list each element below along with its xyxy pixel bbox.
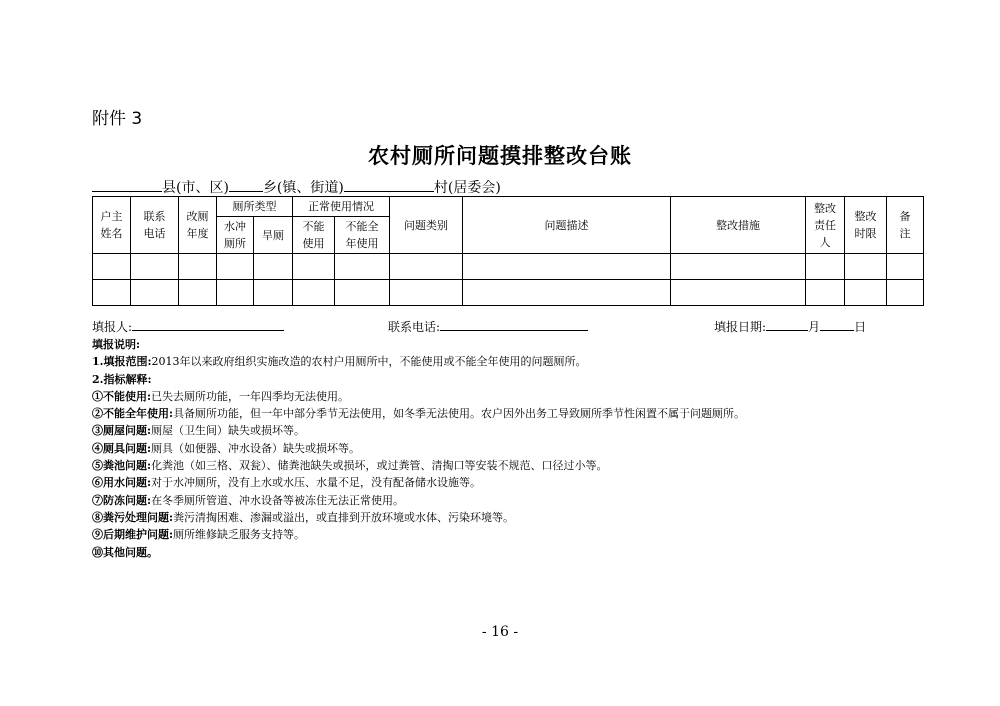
table-cell[interactable]: [217, 280, 254, 306]
indicator-heading: 2.指标解释:: [92, 372, 152, 386]
table-cell[interactable]: [93, 280, 131, 306]
township-label: 乡(镇、街道): [262, 180, 344, 196]
table-cell[interactable]: [293, 280, 335, 306]
header-unusable: 不能 使用: [293, 217, 335, 254]
township-blank: [229, 177, 263, 192]
address-line: [92, 177, 501, 197]
table-row: [93, 280, 924, 306]
table-cell[interactable]: [254, 254, 293, 280]
note-item: ③厕屋问题:厕屋（卫生间）缺失或损坏等。: [92, 424, 306, 438]
scope-line: 1.填报范围:2013年以来政府组织实施改造的农村户用厕所中，不能使用或不能全年使用的问题厕所。: [92, 355, 587, 369]
day-label: 日: [854, 320, 867, 334]
phone-label: 联系电话:: [388, 320, 441, 334]
table-cell[interactable]: [806, 280, 845, 306]
header-deadline: 整改 时限: [845, 197, 887, 254]
header-contact-phone: 联系 电话: [131, 197, 179, 254]
table-cell[interactable]: [887, 280, 924, 306]
header-usage-status: 正常使用情况: [293, 197, 390, 217]
note-item: ⑥用水问题:对于水冲厕所，没有上水或水压、水量不足，没有配备储水设施等。: [92, 476, 482, 490]
header-measures: 整改措施: [671, 197, 806, 254]
month-blank[interactable]: [766, 316, 808, 331]
county-label: 县(市、区): [162, 180, 229, 196]
date-label: 填报日期:: [714, 320, 767, 334]
note-item: ⑩其他问题。: [92, 545, 158, 559]
filler-label: 填报人:: [92, 320, 133, 334]
date-field: [714, 316, 866, 335]
note-item: ⑧粪污处理问题:粪污清掏困难、渗漏或溢出，或直排到开放环境或水体、污染环境等。: [92, 510, 515, 524]
header-not-year-round: 不能全 年使用: [335, 217, 390, 254]
note-item: ④厕具问题:厕具（如便器、冲水设备）缺失或损坏等。: [92, 441, 361, 455]
month-label: 月: [808, 320, 821, 334]
table-cell[interactable]: [93, 254, 131, 280]
header-responsible-person: 整改 责任 人: [806, 197, 845, 254]
table-cell[interactable]: [335, 254, 390, 280]
table-cell[interactable]: [671, 254, 806, 280]
village-label: 村(居委会): [433, 180, 501, 196]
table-cell[interactable]: [217, 254, 254, 280]
table-cell[interactable]: [131, 280, 179, 306]
table-cell[interactable]: [806, 254, 845, 280]
header-flush-toilet: 水冲 厕所: [217, 217, 254, 254]
table-cell[interactable]: [845, 254, 887, 280]
phone-blank[interactable]: [440, 316, 588, 331]
table-cell[interactable]: [463, 254, 671, 280]
table-cell[interactable]: [179, 280, 217, 306]
header-problem-description: 问题描述: [463, 197, 671, 254]
table-cell[interactable]: [293, 254, 335, 280]
ledger-table: [92, 196, 924, 306]
table-cell[interactable]: [179, 254, 217, 280]
table-cell[interactable]: [463, 280, 671, 306]
table-cell[interactable]: [131, 254, 179, 280]
table-row: [93, 254, 924, 280]
page-number: - 16 -: [481, 624, 519, 640]
filler-blank[interactable]: [132, 316, 284, 331]
note-item: ⑨后期维护问题:厕所维修缺乏服务支持等。: [92, 528, 306, 542]
notes-heading: 填报说明:: [92, 338, 141, 351]
table-cell[interactable]: [671, 280, 806, 306]
header-problem-category: 问题类别: [390, 197, 463, 254]
filling-instructions: [92, 336, 745, 561]
table-cell[interactable]: [845, 280, 887, 306]
table-cell[interactable]: [335, 280, 390, 306]
filler-field: [92, 316, 284, 335]
table-cell[interactable]: [254, 280, 293, 306]
table-cell[interactable]: [390, 254, 463, 280]
phone-field: [388, 316, 588, 335]
attachment-label: 附件 3: [92, 109, 143, 129]
village-blank: [344, 177, 434, 192]
header-toilet-type: 厕所类型: [217, 197, 293, 217]
note-item: ②不能全年使用:具备厕所功能，但一年中部分季节无法使用，如冬季无法使用。农户因外出务工导致厕所季节性闲置不属于问题厕所。: [92, 407, 746, 421]
county-blank: [92, 177, 162, 192]
note-item: ①不能使用:已失去厕所功能，一年四季均无法使用。: [92, 389, 350, 403]
header-renovation-year: 改厕 年度: [179, 197, 217, 254]
day-blank[interactable]: [820, 316, 854, 331]
table-cell[interactable]: [887, 254, 924, 280]
table-cell[interactable]: [390, 280, 463, 306]
note-item: ⑤粪池问题:化粪池（如三格、双瓮）、储粪池缺失或损坏，或过粪管、清掏口等安装不规范、口径过小等。: [92, 459, 608, 473]
document-title: 农村厕所问题摸排整改台账: [368, 143, 632, 168]
header-owner-name: 户主 姓名: [93, 197, 131, 254]
note-item: ⑦防冻问题:在冬季厕所管道、冲水设备等被冻住无法正常使用。: [92, 493, 405, 507]
header-remarks: 备 注: [887, 197, 924, 254]
header-dry-toilet: 旱厕: [254, 217, 293, 254]
